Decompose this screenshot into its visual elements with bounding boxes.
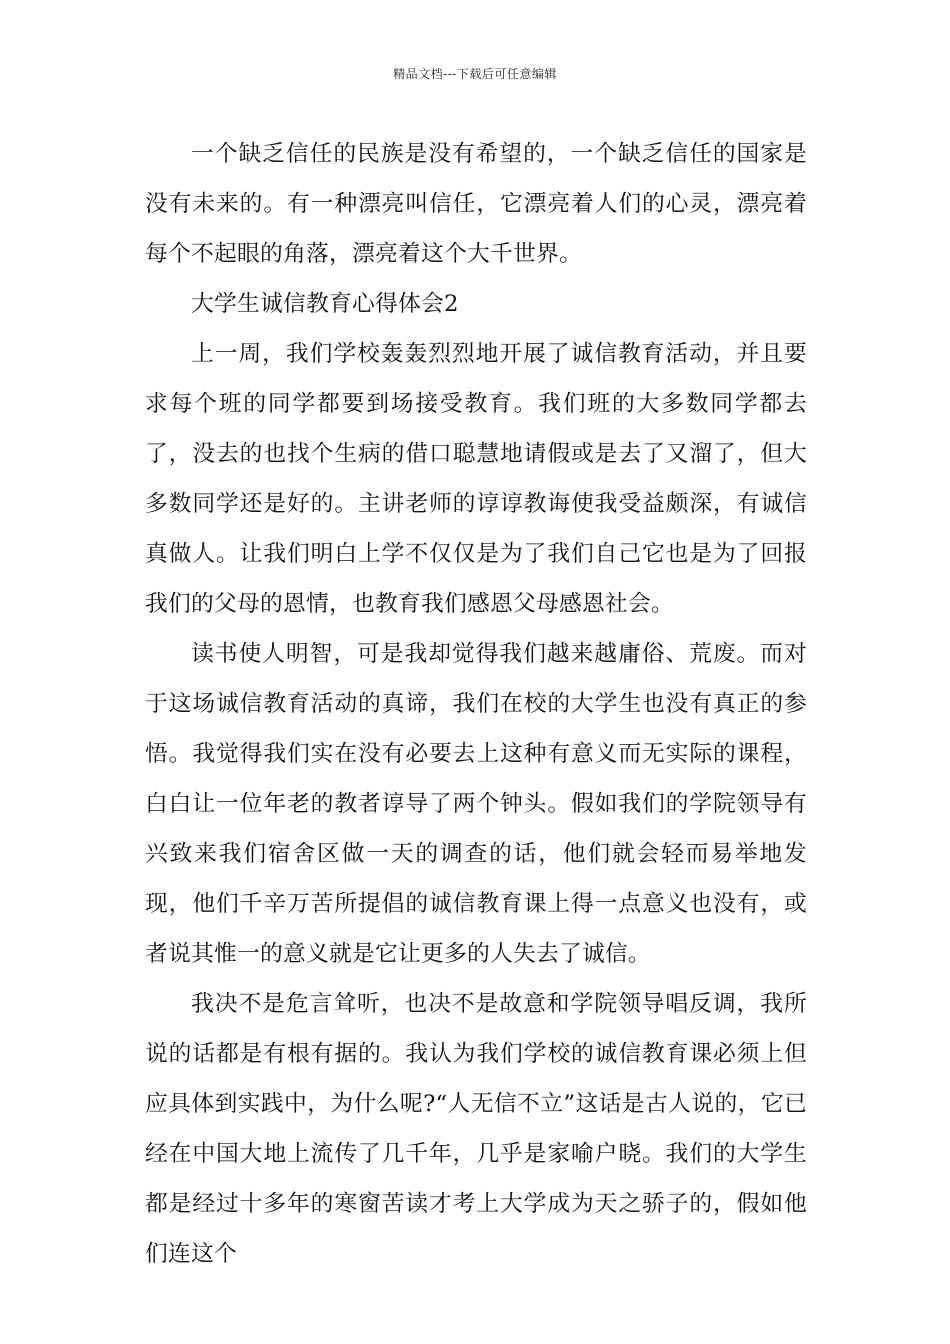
paragraph-2: 上一周，我们学校轰轰烈烈地开展了诚信教育活动，并且要求每个班的同学都要到场接受教育。我们班的大多数同学都去了，没去的也找个生病的借口聪慧地请假或是去了又溜了，但大多数同学还是好的。主讲老师的谆谆教诲使我受益颇深，有诚信真做人。让我们明白上学不仅仅是为了我们自己它也是为了回报我们的父母的恩情，也教育我们感恩父母感恩社会。	[145, 341, 807, 617]
section-heading: 大学生诚信教育心得体会2	[191, 291, 459, 317]
paragraph-1: 一个缺乏信任的民族是没有希望的，一个缺乏信任的国家是没有未来的。有一种漂亮叫信任，它漂亮着人们的心灵，漂亮着每个不起眼的角落，漂亮着这个大千世界。	[145, 141, 807, 267]
paragraph-4: 我决不是危言耸听，也决不是故意和学院领导唱反调，我所说的话都是有根有据的。我认为我们学校的诚信教育课必须上但应具体到实践中，为什么呢?“人无信不立”这话是古人说的，它已经在中国大地上流传了几千年，几乎是家喻户晓。我们的大学生都是经过十多年的寒窗苦读才考上大学成为天之骄子的，假如他们连这个	[145, 991, 807, 1267]
document-body	[145, 129, 807, 1279]
page-header: 精品文档---下载后可任意编辑	[393, 67, 557, 81]
paragraph-3: 读书使人明智，可是我却觉得我们越来越庸俗、荒废。而对于这场诚信教育活动的真谛，我们在校的大学生也没有真正的参悟。我觉得我们实在没有必要去上这种有意义而无实际的课程，白白让一位年老的教者谆导了两个钟头。假如我们的学院领导有兴致来我们宿舍区做一天的调查的话，他们就会轻而易举地发现，他们千辛万苦所提倡的诚信教育课上得一点意义也没有，或者说其惟一的意义就是它让更多的人失去了诚信。	[145, 641, 807, 967]
